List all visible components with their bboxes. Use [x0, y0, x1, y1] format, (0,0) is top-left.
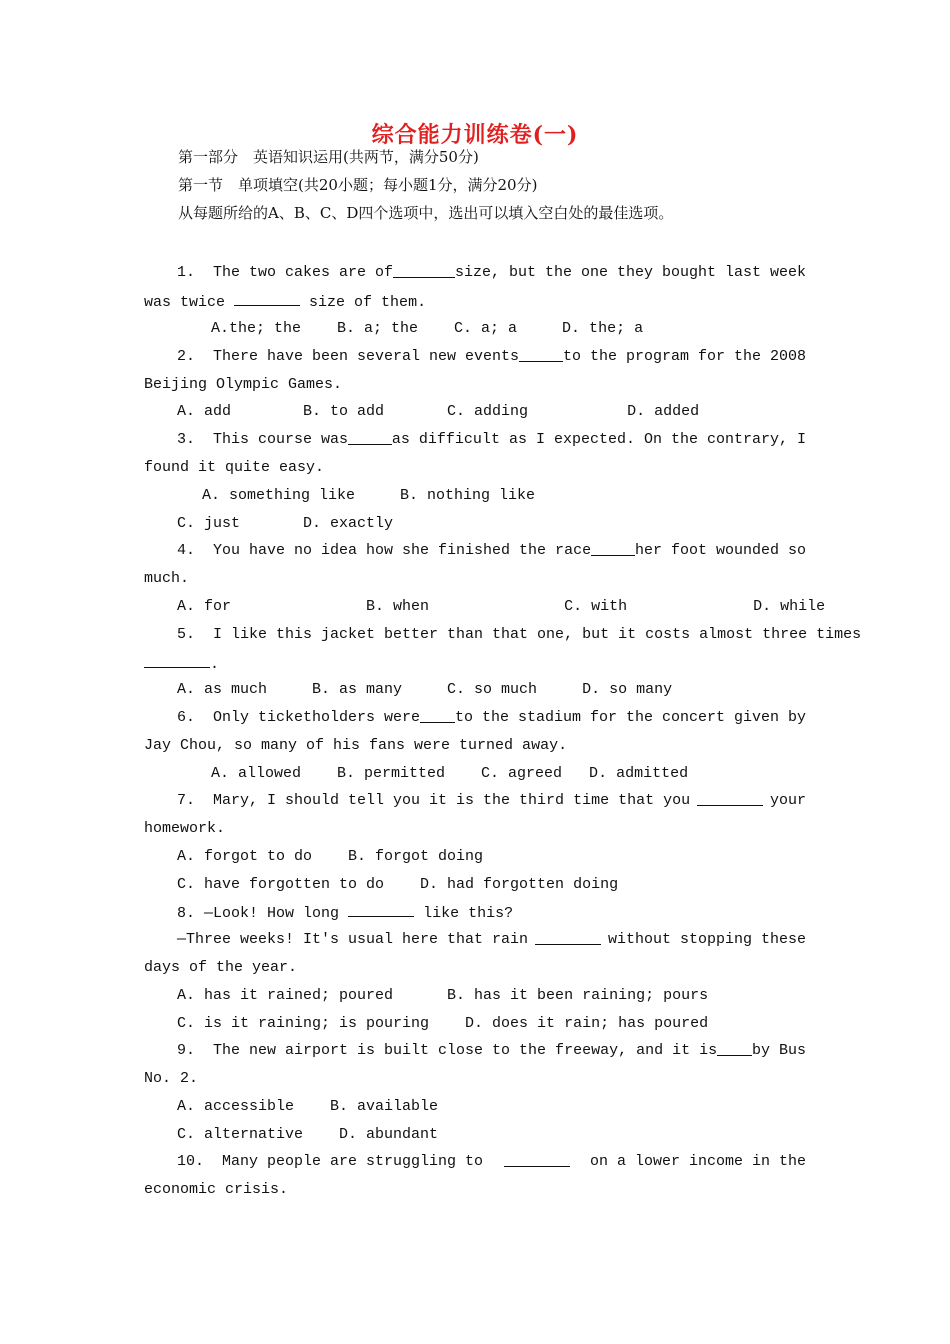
- answer-blank: [591, 541, 635, 556]
- question-3-line-2: found it quite easy.: [144, 459, 325, 476]
- question-3-stem-cont: as difficult as I expected. On the contrary, I: [391, 431, 806, 448]
- answer-blank: [697, 791, 763, 806]
- question-8-reply-cont: without stopping these: [607, 931, 806, 948]
- page-title: 综合能力训练卷(一): [371, 122, 579, 148]
- question-1-line-1: [177, 263, 806, 283]
- question-2-stem-cont: to the program for the 2008: [562, 348, 806, 365]
- question-7-options-2: C. have forgotten to do D. had forgotten doing: [177, 876, 619, 893]
- question-6-line-1: [177, 708, 806, 728]
- question-2-line-2: Beijing Olympic Games.: [144, 376, 343, 393]
- question-7-line-1: [177, 791, 806, 811]
- question-10-line-1: [177, 1152, 806, 1172]
- question-10-stem: 10. Many people are struggling to: [177, 1153, 484, 1170]
- question-3-options-2: C. just D. exactly: [177, 515, 394, 532]
- question-5-line-1: 5. I like this jacket better than that one, but it costs almost three times: [177, 626, 862, 643]
- question-7-line-2: homework.: [144, 820, 226, 837]
- question-8-line-3: days of the year.: [144, 959, 298, 976]
- question-8-stem: 8. —Look! How long: [177, 905, 340, 922]
- answer-blank: [535, 930, 601, 945]
- section-heading: 第一节 单项填空(共20小题；每小题1分，满分20分): [178, 176, 538, 194]
- question-3-line-1: [177, 430, 806, 450]
- answer-blank: [519, 347, 563, 362]
- question-1-stem: 1. The two cakes are of: [177, 264, 394, 281]
- question-8-line-2: [177, 930, 806, 950]
- question-1-line-2: [144, 291, 426, 313]
- answer-blank: [393, 263, 455, 278]
- question-10-line-2: economic crisis.: [144, 1181, 289, 1198]
- answer-blank: [717, 1041, 752, 1056]
- answer-blank: [420, 708, 455, 723]
- question-8-options-1: A. has it rained; poured B. has it been raining; pours: [177, 987, 709, 1004]
- question-6-line-2: Jay Chou, so many of his fans were turned away.: [144, 737, 568, 754]
- question-7-stem: 7. Mary, I should tell you it is the third time that you: [177, 792, 691, 809]
- question-4-line-2: much.: [144, 570, 190, 587]
- answer-blank: [504, 1152, 570, 1167]
- question-9-options-2: C. alternative D. abundant: [177, 1126, 439, 1143]
- question-9-line-1: [177, 1041, 806, 1061]
- question-4-options: A. for B. when C. with D. while: [177, 598, 826, 615]
- question-5-options: A. as much B. as many C. so much D. so many: [177, 681, 673, 698]
- question-6-stem-cont: to the stadium for the concert given by: [454, 709, 806, 726]
- question-5-line-2: [144, 653, 219, 675]
- instructions-text: 从每题所给的A、B、C、D四个选项中，选出可以填入空白处的最佳选项。: [178, 204, 674, 222]
- question-9-stem: 9. The new airport is built close to the freeway, and it is: [177, 1042, 718, 1059]
- question-6-options: A. allowed B. permitted C. agreed D. admitted: [211, 765, 689, 782]
- question-6-stem: 6. Only ticketholders were: [177, 709, 421, 726]
- question-1-stem-2: was twice: [144, 294, 226, 311]
- answer-blank: [234, 291, 300, 306]
- question-3-options-1: A. something like B. nothing like: [202, 487, 536, 504]
- question-4-line-1: [177, 541, 806, 561]
- question-9-stem-cont: by Bus: [751, 1042, 806, 1059]
- question-9-line-2: No. 2.: [144, 1070, 199, 1087]
- part-heading: 第一部分 英语知识运用(共两节，满分50分): [178, 148, 479, 166]
- question-4-stem-cont: her foot wounded so: [634, 542, 806, 559]
- question-4-stem: 4. You have no idea how she finished the race: [177, 542, 592, 559]
- question-8-line-1: [177, 902, 513, 924]
- question-2-options: A. add B. to add C. adding D. added: [177, 403, 700, 420]
- question-7-stem-cont: your: [769, 792, 806, 809]
- answer-blank: [144, 653, 210, 668]
- answer-blank: [348, 902, 414, 917]
- question-10-stem-cont: on a lower income in the: [589, 1153, 806, 1170]
- question-3-stem: 3. This course was: [177, 431, 349, 448]
- question-1-stem-3: size of them.: [309, 294, 427, 311]
- question-2-stem: 2. There have been several new events: [177, 348, 520, 365]
- question-8-reply: —Three weeks! It's usual here that rain: [177, 931, 529, 948]
- question-5-stem-end: .: [210, 656, 220, 673]
- answer-blank: [348, 430, 392, 445]
- question-1-stem-cont: size, but the one they bought last week: [454, 264, 806, 281]
- question-7-options-1: A. forgot to do B. forgot doing: [177, 848, 484, 865]
- question-8-stem-cont: like this?: [423, 905, 514, 922]
- question-1-options: A.the; the B. a; the C. a; a D. the; a: [211, 320, 644, 337]
- question-2-line-1: [177, 347, 806, 367]
- question-8-options-2: C. is it raining; is pouring D. does it rain; has poured: [177, 1015, 709, 1032]
- question-9-options-1: A. accessible B. available: [177, 1098, 439, 1115]
